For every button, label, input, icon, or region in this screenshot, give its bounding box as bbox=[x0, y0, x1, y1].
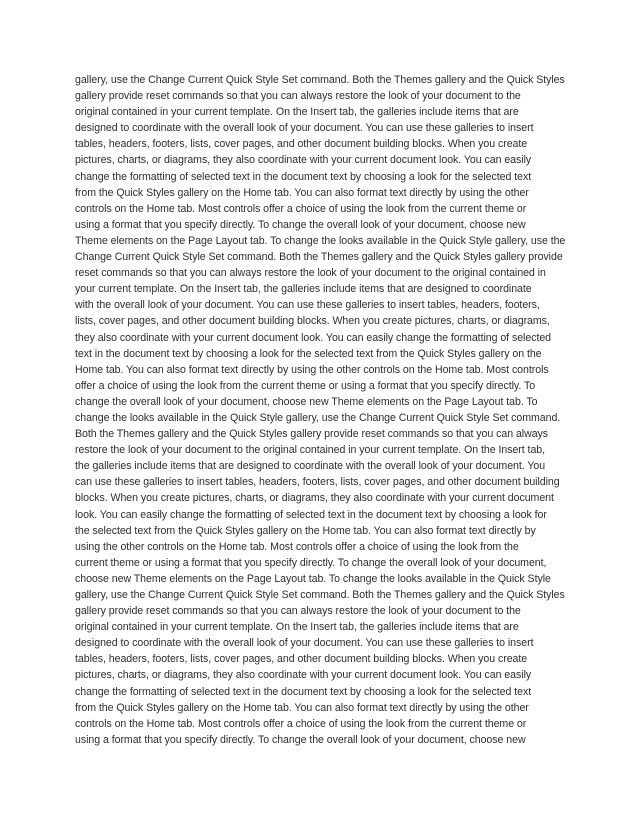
text-line: from the Quick Styles gallery on the Home tab. You can also format text directly by using the other bbox=[75, 186, 529, 199]
text-line: change the formatting of selected text in the document text by choosing a look for the selected text bbox=[75, 685, 532, 698]
text-line: choose new Theme elements on the Page Layout tab. To change the looks available in the Quick Style bbox=[75, 572, 551, 585]
text-line: Change Current Quick Style Set command. Both the Themes gallery and the Quick Styles gallery provide bbox=[75, 251, 563, 264]
text-line: your current template. On the Insert tab, the galleries include items that are designed to coordinate bbox=[75, 283, 532, 296]
text-line: change the looks available in the Quick Style gallery, use the Change Current Quick Style Set command. bbox=[75, 411, 561, 424]
text-line: pictures, charts, or diagrams, they also coordinate with your current document look. You can easily bbox=[75, 154, 532, 167]
body-paragraph bbox=[75, 72, 575, 748]
text-line: can use these galleries to insert tables, headers, footers, lists, cover pages, and other document building bbox=[75, 476, 560, 489]
text-line: controls on the Home tab. Most controls offer a choice of using the look from the current theme or bbox=[75, 717, 527, 730]
text-line: change the formatting of selected text in the document text by choosing a look for the selected text bbox=[75, 170, 532, 183]
text-line: offer a choice of using the look from the current theme or using a format that you specify directly. To bbox=[75, 379, 536, 392]
text-line: gallery, use the Change Current Quick Style Set command. Both the Themes gallery and the Quick Styles bbox=[75, 589, 565, 601]
text-line: restore the look of your document to the original contained in your current template. On the Insert tab, bbox=[75, 444, 546, 457]
text-line: with the overall look of your document. You can use these galleries to insert tables, headers, footers, bbox=[75, 299, 540, 312]
text-line: using the other controls on the Home tab. Most controls offer a choice of using the look from the bbox=[75, 540, 519, 553]
text-line: gallery provide reset commands so that you can always restore the look of your document to the bbox=[75, 90, 521, 103]
text-line: they also coordinate with your current document look. You can easily change the formatting of selected bbox=[75, 331, 552, 344]
text-line: the galleries include items that are designed to coordinate with the overall look of your document. You bbox=[75, 460, 546, 473]
text-line: Both the Themes gallery and the Quick Styles gallery provide reset commands so that you can always bbox=[75, 428, 549, 441]
text-line: change the overall look of your document, choose new Theme elements on the Page Layout tab. To bbox=[75, 395, 538, 408]
text-line: the selected text from the Quick Styles gallery on the Home tab. You can also format text directly by bbox=[75, 524, 536, 537]
text-line: using a format that you specify directly. To change the overall look of your document, choose new bbox=[75, 733, 526, 746]
text-line: pictures, charts, or diagrams, they also coordinate with your current document look. You can easily bbox=[75, 669, 532, 682]
text-line: designed to coordinate with the overall look of your document. You can use these galleries to insert bbox=[75, 122, 534, 135]
text-line: from the Quick Styles gallery on the Home tab. You can also format text directly by using the other bbox=[75, 701, 529, 714]
text-line: look. You can easily change the formatting of selected text in the document text by choosing a look for bbox=[75, 508, 547, 521]
text-line: gallery, use the Change Current Quick Style Set command. Both the Themes gallery and the Quick Styles bbox=[75, 74, 565, 86]
text-line: gallery provide reset commands so that you can always restore the look of your document to the bbox=[75, 605, 521, 618]
text-line: original contained in your current template. On the Insert tab, the galleries include items that are bbox=[75, 621, 519, 634]
text-line: controls on the Home tab. Most controls offer a choice of using the look from the current theme or bbox=[75, 202, 527, 215]
text-line: tables, headers, footers, lists, cover pages, and other document building blocks. When you create bbox=[75, 138, 528, 151]
text-line: original contained in your current template. On the Insert tab, the galleries include items that are bbox=[75, 106, 519, 119]
text-line: reset commands so that you can always restore the look of your document to the original contained in bbox=[75, 267, 546, 280]
text-line: designed to coordinate with the overall look of your document. You can use these galleries to insert bbox=[75, 637, 534, 650]
text-line: blocks. When you create pictures, charts, or diagrams, they also coordinate with your current document bbox=[75, 492, 554, 505]
text-line: current theme or using a format that you specify directly. To change the overall look of your document, bbox=[75, 556, 547, 569]
text-line: using a format that you specify directly. To change the overall look of your document, choose new bbox=[75, 218, 526, 231]
text-line: Home tab. You can also format text directly by using the other controls on the Home tab. Most controls bbox=[75, 363, 549, 376]
text-line: tables, headers, footers, lists, cover pages, and other document building blocks. When you create bbox=[75, 653, 528, 666]
text-line: Theme elements on the Page Layout tab. To change the looks available in the Quick Style gallery, use the bbox=[75, 234, 566, 247]
text-line: text in the document text by choosing a look for the selected text from the Quick Styles gallery on the bbox=[75, 347, 542, 360]
text-line: lists, cover pages, and other document building blocks. When you create pictures, charts, or diagrams, bbox=[75, 315, 550, 328]
